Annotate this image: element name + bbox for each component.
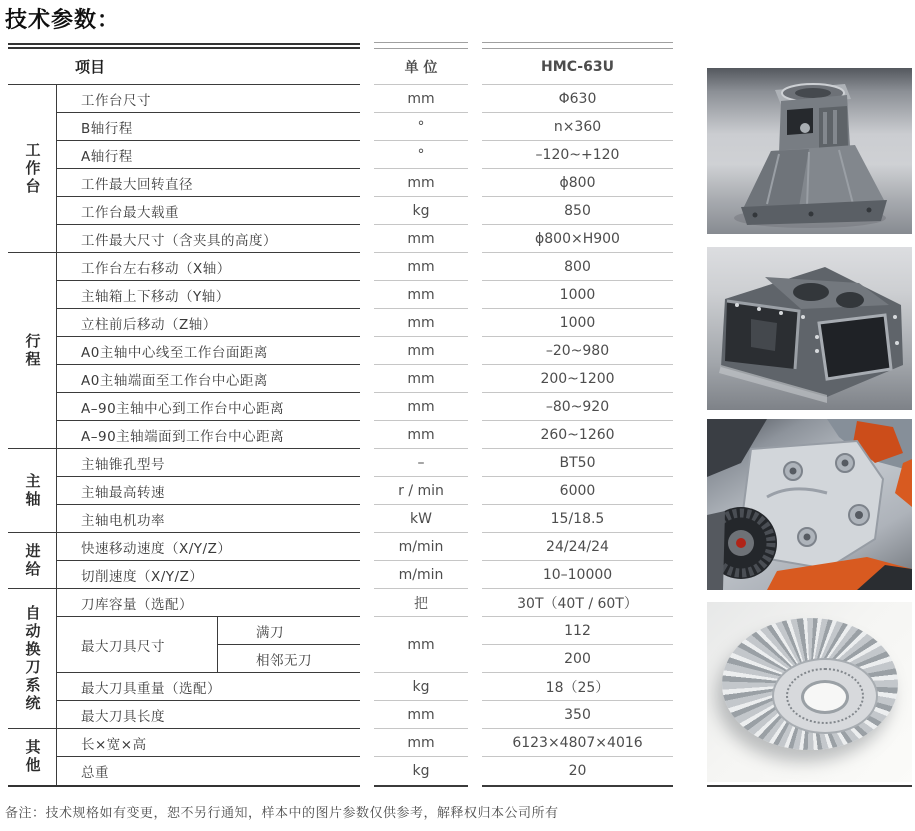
spec-value: –20~980 bbox=[482, 337, 673, 365]
spec-value: 1000 bbox=[482, 309, 673, 337]
spec-unit: mm bbox=[374, 85, 468, 113]
spec-unit: kg bbox=[374, 673, 468, 701]
spec-item: 工件最大尺寸（含夹具的高度） bbox=[57, 225, 360, 253]
spec-value: 30T（40T / 60T） bbox=[482, 589, 673, 617]
spec-value: 15/18.5 bbox=[482, 505, 673, 533]
group-label-other: 其他 bbox=[8, 729, 57, 785]
group-label-travel: 行程 bbox=[8, 253, 57, 449]
spec-value: 200 bbox=[482, 645, 673, 673]
spec-value: 6000 bbox=[482, 477, 673, 505]
spec-table-units bbox=[374, 48, 468, 787]
spec-item: A–90主轴中心到工作台中心距离 bbox=[57, 393, 360, 421]
spec-value: –120~+120 bbox=[482, 141, 673, 169]
spec-value: 350 bbox=[482, 701, 673, 729]
spec-unit: – bbox=[374, 449, 468, 477]
spec-value: 6123×4807×4016 bbox=[482, 729, 673, 757]
spec-unit: mm bbox=[374, 421, 468, 449]
spec-value: 200~1200 bbox=[482, 365, 673, 393]
engine-assembly-illustration bbox=[707, 419, 912, 590]
group-label-atc: 自动换刀系统 bbox=[8, 589, 57, 729]
spec-unit: mm bbox=[374, 281, 468, 309]
spec-item: 工作台最大载重 bbox=[57, 197, 360, 225]
spec-value: n×360 bbox=[482, 113, 673, 141]
spec-value: ϕ800 bbox=[482, 169, 673, 197]
column-header-item: 项目 bbox=[8, 49, 360, 85]
spec-item: 最大刀具长度 bbox=[57, 701, 360, 729]
spec-value: 850 bbox=[482, 197, 673, 225]
spec-value: 1000 bbox=[482, 281, 673, 309]
spec-item: B轴行程 bbox=[57, 113, 360, 141]
spec-value: ϕ800×H900 bbox=[482, 225, 673, 253]
spec-item: 最大刀具重量（选配） bbox=[57, 673, 360, 701]
spec-item: A0主轴中心线至工作台面距离 bbox=[57, 337, 360, 365]
spec-unit-merged: mm bbox=[374, 617, 468, 673]
spec-table-values bbox=[482, 48, 673, 787]
spec-item: 主轴锥孔型号 bbox=[57, 449, 360, 477]
spec-table-items bbox=[8, 47, 360, 787]
product-photo-gearbox-housing bbox=[707, 247, 912, 410]
product-photo-engine-assembly bbox=[707, 419, 912, 590]
spec-value: 800 bbox=[482, 253, 673, 281]
spec-value: 260~1260 bbox=[482, 421, 673, 449]
spec-item: 刀库容量（选配） bbox=[57, 589, 360, 617]
spec-item: 切削速度（X/Y/Z） bbox=[57, 561, 360, 589]
spec-unit: mm bbox=[374, 309, 468, 337]
spec-value: 20 bbox=[568, 763, 587, 779]
spec-unit: mm bbox=[374, 729, 468, 757]
spec-item: 立柱前后移动（Z轴） bbox=[57, 309, 360, 337]
spec-subitem: 满刀 bbox=[218, 617, 360, 645]
page-title: 技术参数： bbox=[5, 8, 121, 33]
spec-item: 快速移动速度（X/Y/Z） bbox=[57, 533, 360, 561]
product-photo-turbine-impeller bbox=[707, 602, 912, 782]
spec-unit: mm bbox=[374, 225, 468, 253]
spec-item: A轴行程 bbox=[57, 141, 360, 169]
spec-item: A–90主轴端面到工作台中心距离 bbox=[57, 421, 360, 449]
spec-unit: mm bbox=[374, 337, 468, 365]
product-photo-bell-housing bbox=[707, 68, 912, 234]
group-label-spindle: 主轴 bbox=[8, 449, 57, 533]
spec-unit: kW bbox=[374, 505, 468, 533]
spec-value: BT50 bbox=[482, 449, 673, 477]
spec-item: 长×宽×高 bbox=[57, 729, 360, 757]
spec-unit: ° bbox=[374, 113, 468, 141]
spec-unit: r / min bbox=[374, 477, 468, 505]
group-label-worktable: 工作台 bbox=[8, 85, 57, 253]
column-header-model: HMC-63U bbox=[482, 49, 673, 85]
spec-unit: 把 bbox=[374, 589, 468, 617]
spec-unit: kg bbox=[374, 197, 468, 225]
spec-value: 18（25） bbox=[482, 673, 673, 701]
spec-item: 主轴最高转速 bbox=[57, 477, 360, 505]
spec-unit: m/min bbox=[374, 561, 468, 589]
spec-subitem: 相邻无刀 bbox=[218, 645, 360, 673]
bell-housing-illustration bbox=[707, 68, 912, 234]
spec-unit: mm bbox=[374, 253, 468, 281]
spec-value: –80~920 bbox=[482, 393, 673, 421]
group-label-feed: 进给 bbox=[8, 533, 57, 589]
turbine-center-bore bbox=[801, 680, 849, 714]
spec-item-max-tool-size: 最大刀具尺寸 bbox=[57, 617, 218, 673]
footnote: 备注：技术规格如有变更，恕不另行通知，样本中的图片参数仅供参考，解释权归本公司所有 bbox=[5, 806, 559, 821]
spec-item: 工作台尺寸 bbox=[57, 85, 360, 113]
spec-value: 24/24/24 bbox=[482, 533, 673, 561]
spec-unit: m/min bbox=[374, 533, 468, 561]
spec-unit: mm bbox=[374, 169, 468, 197]
spec-value: Φ630 bbox=[482, 85, 673, 113]
gearbox-housing-illustration bbox=[707, 247, 912, 410]
spec-value: 10–10000 bbox=[482, 561, 673, 589]
spec-unit: mm bbox=[374, 393, 468, 421]
spec-unit: ° bbox=[374, 141, 468, 169]
spec-unit: mm bbox=[374, 701, 468, 729]
spec-unit: mm bbox=[374, 365, 468, 393]
spec-item: 主轴电机功率 bbox=[57, 505, 360, 533]
spec-item: 总重 bbox=[81, 765, 109, 781]
spec-unit: kg bbox=[412, 763, 430, 779]
spec-item: 工件最大回转直径 bbox=[57, 169, 360, 197]
column-header-unit: 单 位 bbox=[374, 49, 468, 85]
spec-value: 112 bbox=[482, 617, 673, 645]
bottom-rule bbox=[707, 785, 912, 787]
spec-item: A0主轴端面至工作台中心距离 bbox=[57, 365, 360, 393]
spec-item: 主轴箱上下移动（Y轴） bbox=[57, 281, 360, 309]
turbine-hub bbox=[772, 658, 878, 734]
spec-item: 工作台左右移动（X轴） bbox=[57, 253, 360, 281]
